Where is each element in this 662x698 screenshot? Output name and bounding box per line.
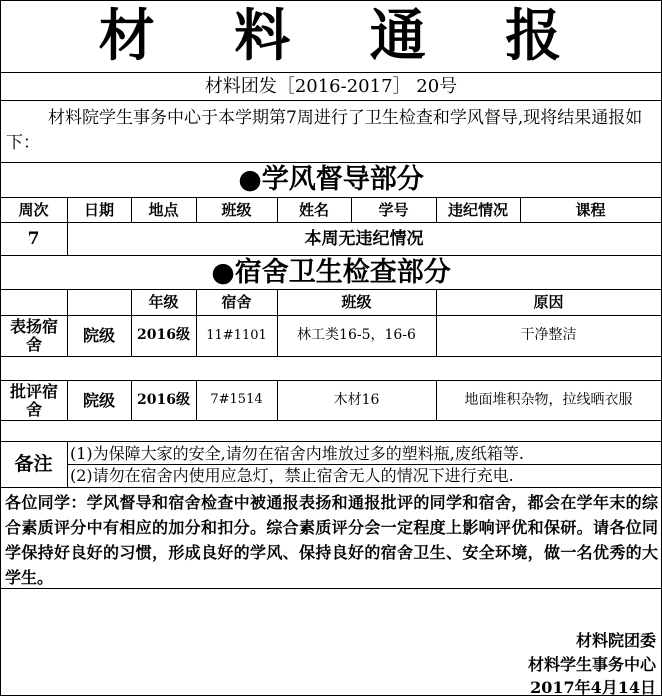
study-col-student-id: 学号 (378, 200, 409, 219)
study-col-date: 日期 (83, 200, 114, 219)
criticize-dorm-label: 批评宿舍 (9, 381, 58, 419)
remark-item-1: (1)为保障大家的安全,请勿在宿舍内堆放过多的塑料瓶,废纸箱等. (70, 444, 524, 463)
dorm-col-grade: 年级 (148, 293, 179, 312)
remarks-label: 备注 (14, 453, 53, 476)
criticize-class: 木材16 (333, 391, 380, 408)
signature-org-league: 材料院团委 (575, 631, 656, 650)
praise-dorm-label: 表扬宿舍 (9, 317, 58, 354)
intro-paragraph: 材料院学生事务中心于本学期第7周进行了卫生检查和学风督导,现将结果通报如下： (6, 108, 643, 153)
study-col-place: 地点 (148, 200, 179, 219)
study-col-violation: 违纪情况 (447, 200, 508, 219)
study-col-class: 班级 (221, 200, 252, 219)
signature-date: 2017年4月14日 (530, 678, 656, 697)
study-week-value: 7 (27, 228, 40, 249)
praise-reason: 干净整洁 (520, 327, 577, 344)
dorm-section-title: ●宿舍卫生检查部分 (211, 256, 451, 288)
criticize-level: 院级 (82, 390, 115, 410)
study-result: 本周无违纪情况 (304, 228, 424, 249)
praise-room: 11#1101 (206, 327, 267, 343)
notice-paragraph: 各位同学：学风督导和宿舍检查中被通报表扬和通报批评的同学和宿舍，都会在学年末的综合素质评分中有相应的加分和扣分。综合素质评分会一定程度上影响评优和保研。请各位同学保持好良好的习惯，形成良好的学风、保持良好的宿舍卫生、安全环境，做一名优秀的大学生。 (5, 493, 658, 587)
praise-grade: 2016级 (137, 327, 190, 344)
dorm-col-class: 班级 (341, 293, 372, 312)
study-col-course: 课程 (575, 200, 606, 219)
study-section-title: ●学风督导部分 (238, 164, 424, 196)
criticize-grade: 2016级 (137, 391, 190, 408)
dorm-col-reason: 原因 (533, 293, 564, 312)
document-title: 材 料 通 报 (98, 3, 592, 70)
study-col-week: 周次 (18, 200, 49, 219)
praise-level: 院级 (82, 326, 115, 346)
criticize-reason: 地面堆积杂物，拉线晒衣服 (464, 391, 633, 408)
remark-item-2: (2)请勿在宿舍内使用应急灯，禁止宿舍无人的情况下进行充电. (70, 466, 514, 485)
criticize-room: 7#1514 (210, 392, 263, 408)
dorm-col-room: 宿舍 (221, 293, 252, 312)
study-col-name: 姓名 (298, 200, 329, 219)
praise-class: 林工类16-5，16-6 (297, 327, 416, 344)
document-number: 材料团发［2016-2017］ 20号 (204, 75, 458, 97)
signature-org-affairs: 材料学生事务中心 (527, 655, 656, 674)
